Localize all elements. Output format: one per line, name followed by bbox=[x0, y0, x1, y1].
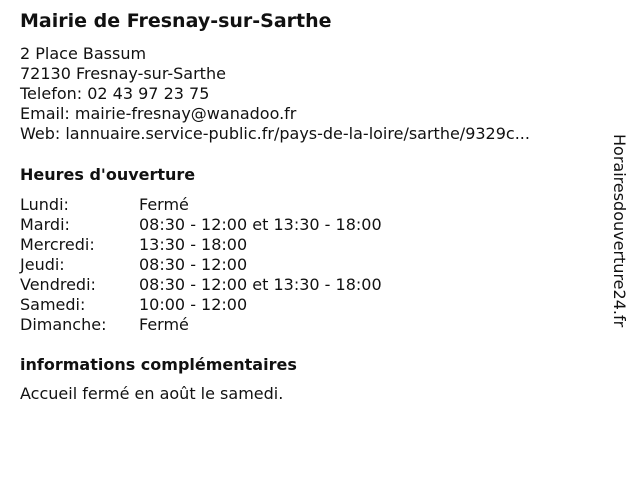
hours-time: 10:00 - 12:00 bbox=[139, 295, 248, 314]
info-text: Accueil fermé en août le samedi. bbox=[20, 384, 284, 403]
hours-day: Mardi: bbox=[20, 215, 70, 234]
hours-heading: Heures d'ouverture bbox=[20, 165, 196, 184]
hours-time: Fermé bbox=[139, 315, 189, 334]
hours-time: 13:30 - 18:00 bbox=[139, 235, 248, 254]
phone-line: Telefon: 02 43 97 23 75 bbox=[20, 84, 210, 103]
info-heading: informations complémentaires bbox=[20, 355, 297, 374]
hours-row-dimanche bbox=[20, 315, 382, 335]
hours-row-mardi bbox=[20, 215, 382, 235]
hours-table bbox=[20, 195, 382, 335]
hours-row-samedi bbox=[20, 295, 382, 315]
hours-time: 08:30 - 12:00 et 13:30 - 18:00 bbox=[139, 215, 382, 234]
hours-row-jeudi bbox=[20, 255, 382, 275]
hours-row-vendredi bbox=[20, 275, 382, 295]
hours-day: Samedi: bbox=[20, 295, 86, 314]
address-city: 72130 Fresnay-sur-Sarthe bbox=[20, 64, 226, 83]
address-street: 2 Place Bassum bbox=[20, 44, 147, 63]
email-line: Email: mairie-fresnay@wanadoo.fr bbox=[20, 104, 297, 123]
hours-day: Dimanche: bbox=[20, 315, 107, 334]
page-title: Mairie de Fresnay-sur-Sarthe bbox=[20, 10, 332, 32]
web-link[interactable]: Web: lannuaire.service-public.fr/pays-de-la-loire/sarthe/9329c... bbox=[20, 124, 530, 143]
hours-time: Fermé bbox=[139, 195, 189, 214]
hours-time: 08:30 - 12:00 et 13:30 - 18:00 bbox=[139, 275, 382, 294]
hours-day: Lundi: bbox=[20, 195, 69, 214]
hours-time: 08:30 - 12:00 bbox=[139, 255, 248, 274]
hours-row-lundi bbox=[20, 195, 382, 215]
contact-block bbox=[20, 44, 590, 144]
site-watermark: Horairesdouverture24.fr bbox=[610, 134, 629, 328]
hours-day: Jeudi: bbox=[20, 255, 65, 274]
hours-day: Vendredi: bbox=[20, 275, 96, 294]
hours-row-mercredi bbox=[20, 235, 382, 255]
hours-day: Mercredi: bbox=[20, 235, 95, 254]
